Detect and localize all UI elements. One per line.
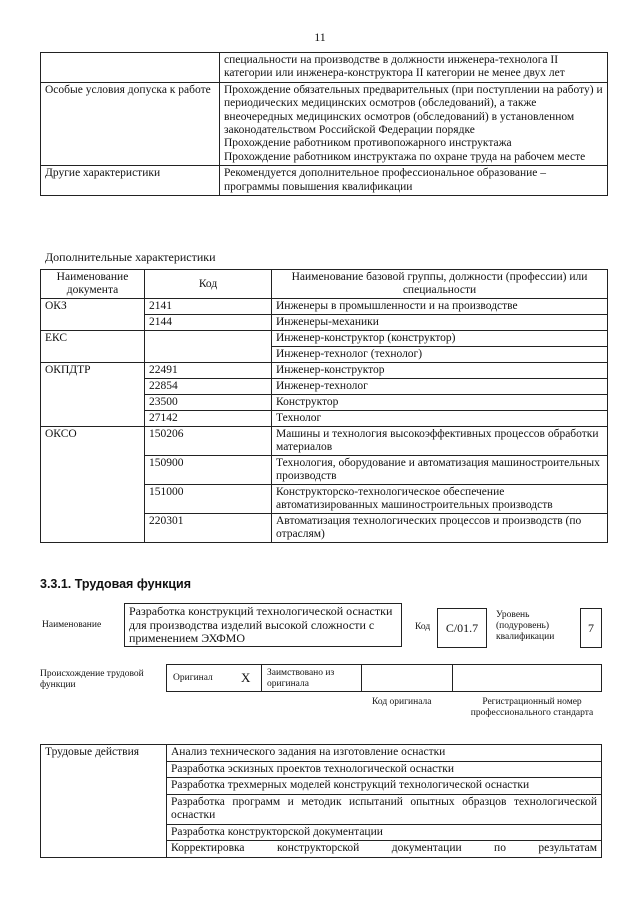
doc-cell: ОКПДТР [41,363,145,427]
borrowed-label: Заимствовано из оригинала [267,668,335,689]
section-title: 3.3.1. Трудовая функция [40,577,192,591]
table-row [41,166,608,196]
table-row [41,82,608,165]
name-cell: Инженеры в промышленности и на производстве [272,299,608,315]
name-cell: Машины и технология высокоэффективных процессов обработки материалов [272,427,608,456]
name-cell: Технология, оборудование и автоматизация машиностроительных производств [272,456,608,485]
name-cell: Автоматизация технологических процессов и производств (по отраслям) [272,514,608,543]
page-number: 11 [314,30,326,44]
table-row [41,331,608,347]
doc-cell: ОКЗ [41,299,145,331]
action-item: Разработка программ и методик испытаний опытных образцов технологической оснастки [167,794,602,824]
table-row [41,363,608,379]
special-condition-line: Прохождение работником инструктажа по охране труда на рабочем месте [224,150,586,163]
code-cell: 220301 [145,514,272,543]
labor-actions-label: Трудовые действия [41,745,167,858]
other-characteristics-label: Другие характеристики [41,166,220,196]
original-mark: Х [241,670,251,685]
code-cell: 22491 [145,363,272,379]
other-characteristics-value: Рекомендуется дополнительное профессиональное образование – программы повышения квалификации [220,166,608,196]
divider [261,664,262,692]
table-row [41,299,608,315]
name-cell: Инженеры-механики [272,315,608,331]
table-row [41,745,602,762]
code-cell: 150900 [145,456,272,485]
code-cell [145,347,272,363]
divider [452,664,453,692]
table-row [41,427,608,456]
table-row [41,53,608,83]
labor-actions-table [40,744,602,858]
name-cell: Конструктор [272,395,608,411]
origin-box [166,664,602,692]
level-value: 7 [580,608,602,648]
divider [361,664,362,692]
action-item: Разработка конструкторской документации [167,824,602,841]
special-conditions-value [220,82,608,165]
name-cell: Инженер-технолог [272,379,608,395]
name-cell: Инженер-конструктор [272,363,608,379]
action-item: Разработка эскизных проектов технологической оснастки [167,761,602,778]
doc-cell: ЕКС [41,331,145,363]
header-name: Наименование базовой группы, должности (профессии) или специальности [272,270,608,299]
action-item: Корректировка конструкторской документации по результатам [167,841,602,858]
origin-label: Происхождение трудовой функции [40,669,144,690]
action-item: Анализ технического задания на изготовление оснастки [167,745,602,762]
level-label: Уровень (подуровень) квалификации [496,610,555,642]
empty-cell [41,53,220,83]
code-cell: 2144 [145,315,272,331]
name-cell: Инженер-конструктор (конструктор) [272,331,608,347]
additional-characteristics-table [40,269,608,543]
header-code: Код [145,270,272,299]
special-condition-line: Прохождение обязательных предварительных (при поступлении на работу) и периодических медицинских осмотров (обследований), а также внеочередных медицинских осмотров (обследований) в установленном законодательством Российской Федерации порядке [224,83,603,137]
experience-continuation: специальности на производстве в должности инженера-технолога II категории или инженера-конструктора II категории не менее двух лет [220,53,608,83]
code-cell [145,331,272,347]
action-item: Разработка трехмерных моделей конструкций технологической оснастки [167,778,602,795]
function-name-value: Разработка конструкций технологической оснастки для производства изделий высокой сложности с применением ЭХФМО [124,603,402,647]
code-cell: 2141 [145,299,272,315]
code-cell: 22854 [145,379,272,395]
original-label: Оригинал [173,673,213,683]
code-original-caption: Код оригинала [372,697,432,707]
additional-characteristics-title: Дополнительные характеристики [45,250,216,264]
code-cell: 150206 [145,427,272,456]
qualification-table [40,52,608,196]
special-condition-line: Прохождение работником противопожарного инструктажа [224,137,512,150]
reg-number-caption: Регистрационный номер профессионального стандарта [470,697,594,718]
special-conditions-label: Особые условия допуска к работе [41,82,220,165]
name-cell: Инженер-технолог (технолог) [272,347,608,363]
table-header-row [41,270,608,299]
function-code-value: C/01.7 [437,608,487,648]
header-doc: Наименование документа [41,270,145,299]
name-label: Наименование [42,620,102,630]
doc-cell: ОКСО [41,427,145,543]
name-cell: Конструкторско-технологическое обеспечение автоматизированных машиностроительных производств [272,485,608,514]
code-label: Код [415,622,431,632]
name-cell: Технолог [272,411,608,427]
code-cell: 23500 [145,395,272,411]
code-cell: 151000 [145,485,272,514]
code-cell: 27142 [145,411,272,427]
